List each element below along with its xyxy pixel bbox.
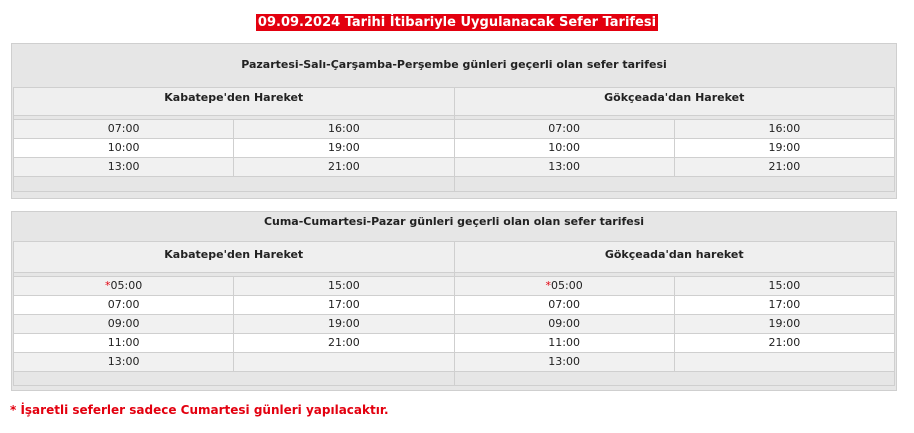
table-row xyxy=(455,295,895,314)
departure-time-cell: 16:00 xyxy=(233,120,453,138)
time-text: 13:00 xyxy=(548,355,580,368)
departure-time-cell: 21:00 xyxy=(233,158,453,176)
departure-time-cell xyxy=(14,139,233,157)
departure-time-cell: 21:00 xyxy=(674,334,894,352)
departure-time-cell: 19:00 xyxy=(233,315,453,333)
time-text: 07:00 xyxy=(548,122,580,135)
time-text: 10:00 xyxy=(107,141,140,154)
departure-time-cell xyxy=(455,158,674,176)
table-row xyxy=(14,276,454,295)
table-row xyxy=(455,276,895,295)
saturday-only-mark: * xyxy=(105,279,111,292)
table-row xyxy=(14,295,454,314)
weekday-schedule-panel xyxy=(11,43,897,199)
table-row xyxy=(455,119,895,138)
time-text: 07:00 xyxy=(107,122,140,135)
footnote: * İşaretli seferler sadece Cumartesi günleri yapılacaktır. xyxy=(10,403,389,417)
time-text: 05:00 xyxy=(551,279,583,292)
weekend-schedule-heading: Cuma-Cumartesi-Pazar günleri geçerli olan olan sefer tarifesi xyxy=(263,215,645,228)
time-text: 05:00 xyxy=(110,279,143,292)
departure-time-cell: 19:00 xyxy=(674,139,894,157)
departure-time-cell: 15:00 xyxy=(674,277,894,295)
departure-time-cell xyxy=(14,120,233,138)
weekday-schedule-heading: Pazartesi-Salı-Çarşamba-Perşembe günleri geçerli olan sefer tarifesi xyxy=(241,58,667,71)
time-text: 13:00 xyxy=(548,160,580,173)
time-text: 13:00 xyxy=(107,160,140,173)
departure-time-cell: 15:00 xyxy=(233,277,453,295)
departure-time-cell xyxy=(455,315,674,333)
weekday-kabatepe-heading: Kabatepe'den Hareket xyxy=(14,88,454,116)
weekday-kabatepe-column xyxy=(13,87,454,192)
departure-time-cell: 17:00 xyxy=(674,296,894,314)
table-row xyxy=(455,314,895,333)
departure-time-cell xyxy=(14,296,233,314)
weekday-kabatepe-table xyxy=(14,119,454,176)
departure-time-cell: 21:00 xyxy=(674,158,894,176)
departure-time-cell xyxy=(14,353,233,371)
departure-time-cell: 16:00 xyxy=(674,120,894,138)
table-row xyxy=(14,119,454,138)
weekend-gokceada-table xyxy=(455,276,895,371)
weekday-gokceada-table xyxy=(455,119,895,176)
weekend-kabatepe-table xyxy=(14,276,454,371)
time-text: 07:00 xyxy=(548,298,580,311)
table-row xyxy=(14,352,454,371)
departure-time-cell: 19:00 xyxy=(674,315,894,333)
weekday-gokceada-column xyxy=(454,87,896,192)
departure-time-cell xyxy=(14,315,233,333)
departure-time-cell xyxy=(455,277,674,295)
table-row xyxy=(455,157,895,176)
table-row xyxy=(14,314,454,333)
departure-time-cell xyxy=(455,334,674,352)
time-text: 09:00 xyxy=(548,317,580,330)
page-title: 09.09.2024 Tarihi İtibariyle Uygulanacak Sefer Tarifesi xyxy=(257,15,657,30)
time-text: 11:00 xyxy=(548,336,580,349)
departure-time-cell xyxy=(14,277,233,295)
departure-time-cell: 19:00 xyxy=(233,139,453,157)
time-text: 07:00 xyxy=(107,298,140,311)
weekend-gokceada-column xyxy=(454,241,896,386)
weekend-kabatepe-column xyxy=(13,241,454,386)
departure-time-cell: 17:00 xyxy=(233,296,453,314)
time-text: 11:00 xyxy=(107,336,140,349)
departure-time-cell xyxy=(455,139,674,157)
departure-time-cell: 21:00 xyxy=(233,334,453,352)
weekend-schedule-panel xyxy=(11,211,897,391)
time-text: 10:00 xyxy=(548,141,580,154)
weekday-gokceada-heading: Gökçeada'dan Hareket xyxy=(455,88,895,116)
departure-time-cell xyxy=(674,353,894,371)
departure-time-cell xyxy=(233,353,453,371)
table-row xyxy=(455,333,895,352)
table-row xyxy=(455,138,895,157)
table-row xyxy=(14,157,454,176)
table-row xyxy=(455,352,895,371)
weekend-kabatepe-heading: Kabatepe'den Hareket xyxy=(14,242,454,273)
weekend-gokceada-heading: Gökçeada'dan hareket xyxy=(455,242,895,273)
table-row xyxy=(14,138,454,157)
departure-time-cell xyxy=(455,296,674,314)
table-row xyxy=(14,333,454,352)
time-text: 13:00 xyxy=(107,355,140,368)
departure-time-cell xyxy=(14,334,233,352)
departure-time-cell xyxy=(455,353,674,371)
departure-time-cell xyxy=(455,120,674,138)
saturday-only-mark: * xyxy=(545,279,552,292)
time-text: 09:00 xyxy=(107,317,140,330)
departure-time-cell xyxy=(14,158,233,176)
